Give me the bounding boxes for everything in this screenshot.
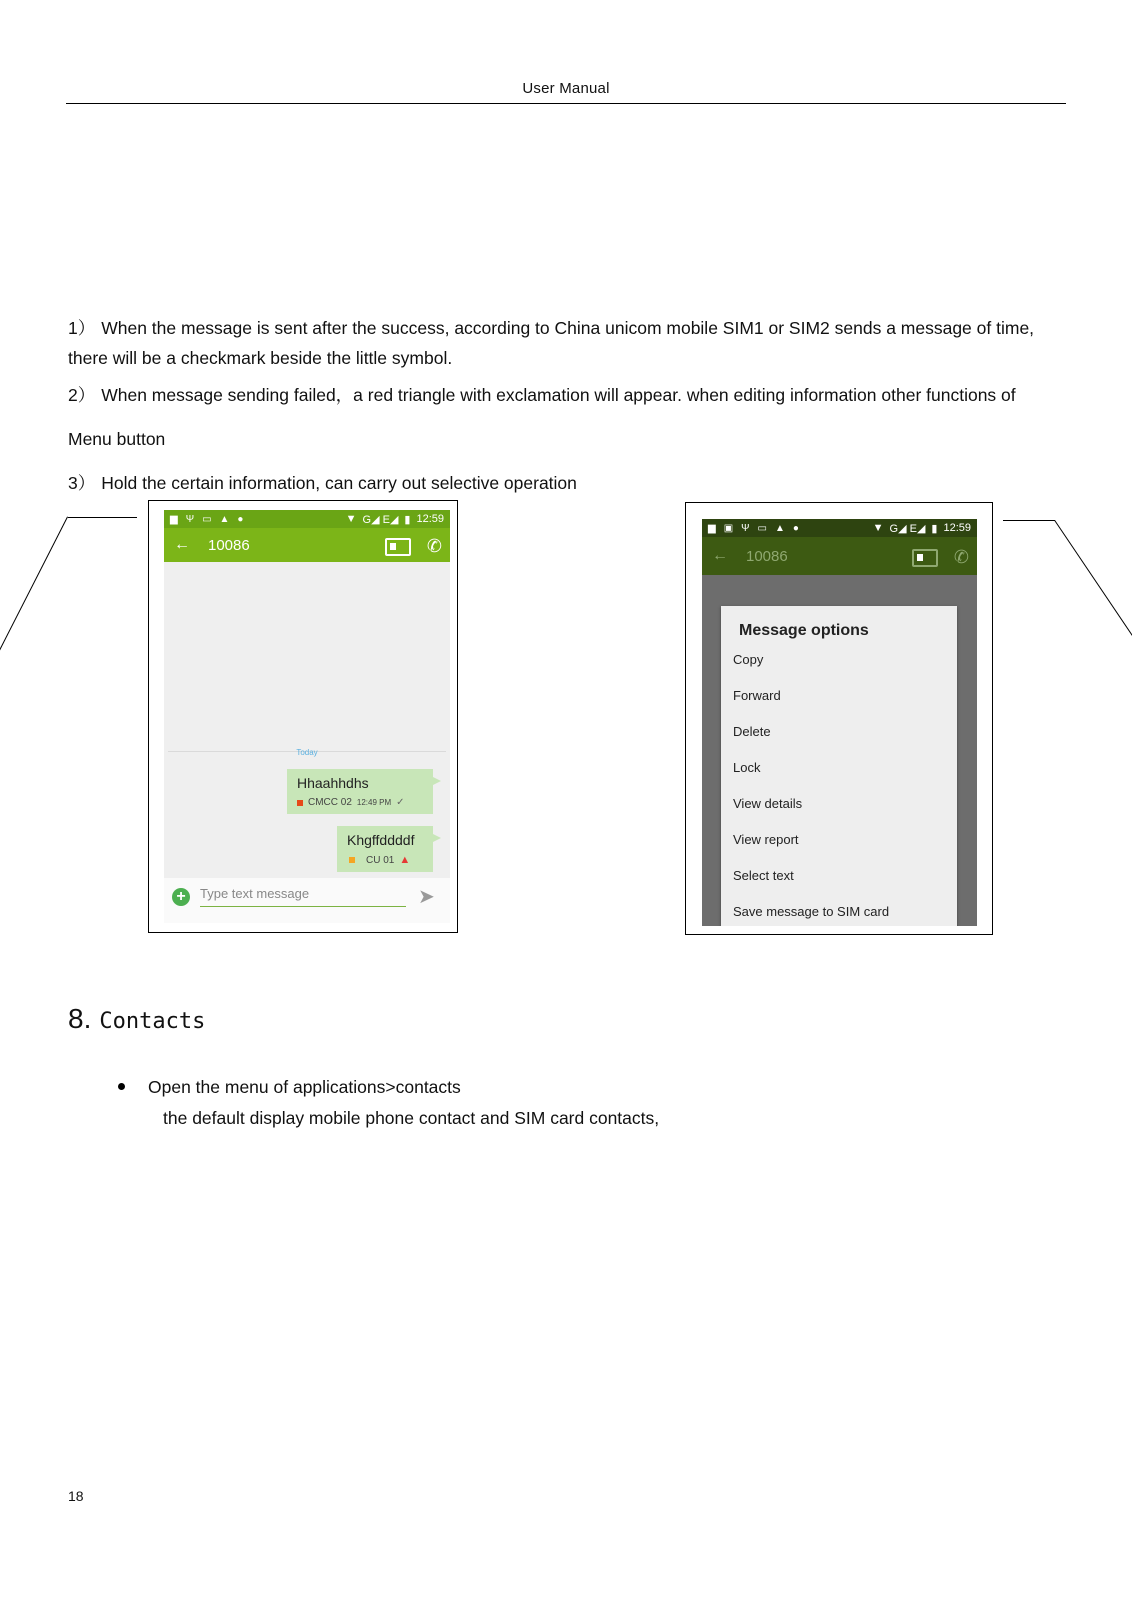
- date-label: Today: [296, 748, 318, 757]
- message-sim: CU 01: [366, 854, 395, 866]
- failed-warning-icon: ▲: [399, 854, 411, 866]
- conversation-area: [164, 562, 450, 923]
- bubble-tail: [433, 777, 441, 785]
- message-meta: [297, 797, 423, 808]
- contact-name: 10086: [746, 547, 788, 565]
- status-icons-left: [708, 523, 799, 534]
- contact-card-icon[interactable]: [912, 549, 938, 567]
- phone-call-icon[interactable]: ✆: [953, 547, 969, 567]
- option-forward[interactable]: Forward: [733, 688, 781, 703]
- message-options-dialog: [721, 606, 957, 926]
- paragraph-2-text: When message sending failed，a red triangle with exclamation will appear. when editing information other functions of: [101, 385, 1016, 405]
- usb-icon: Ψ: [741, 522, 750, 534]
- send-icon[interactable]: ➤: [418, 886, 435, 908]
- option-view-report[interactable]: View report: [733, 832, 799, 847]
- message-sim: CMCC 02: [308, 797, 352, 808]
- option-copy[interactable]: Copy: [733, 652, 764, 667]
- message-time: 12:49 PM: [356, 798, 392, 807]
- callout-line-left-diagonal: [0, 517, 68, 654]
- message-text: Hhaahhdhs: [297, 775, 369, 791]
- callout-line-right-diagonal: [1054, 520, 1132, 639]
- bubble-tail: [433, 834, 441, 842]
- paragraph-1-text: When the message is sent after the success, according to China unicom mobile SIM1 or SIM2 sends a message of time,: [101, 318, 1035, 338]
- status-time: 12:59: [416, 513, 444, 525]
- sim-icon: [297, 800, 303, 806]
- signal-label: G◢ E◢: [889, 522, 926, 535]
- status-bar: [702, 519, 977, 537]
- message-bubble[interactable]: [287, 769, 433, 814]
- app-bar-actions: [385, 536, 442, 557]
- image-icon: ▣: [723, 522, 734, 534]
- bullet-text: Open the menu of applications>contacts: [148, 1077, 461, 1097]
- battery-icon: ▮: [931, 522, 938, 535]
- screenshot-frame-right: [685, 502, 993, 935]
- option-save-to-sim[interactable]: Save message to SIM card: [733, 904, 890, 919]
- contact-name: 10086: [208, 536, 250, 554]
- bullet-marker: [118, 1083, 125, 1090]
- callout-line-right-horizontal: [1003, 520, 1055, 521]
- bullet-subtext: the default display mobile phone contact and SIM card contacts,: [163, 1108, 660, 1128]
- sd-card-icon: ▆: [170, 513, 178, 525]
- app-bar: [702, 537, 977, 575]
- wifi-icon: ▼: [345, 513, 357, 525]
- battery-saver-icon: ▭: [757, 522, 767, 534]
- paragraph-1: [68, 313, 1068, 343]
- paragraph-1-number: 1）: [68, 318, 96, 338]
- warning-icon: ▲: [219, 513, 230, 525]
- delivered-check-icon: ✓: [396, 797, 405, 808]
- option-delete[interactable]: Delete: [733, 724, 771, 739]
- phone-screen-right: [702, 519, 977, 926]
- paragraph-3: [68, 468, 1068, 498]
- battery-icon: ▮: [404, 513, 411, 526]
- wifi-icon: ▼: [872, 522, 884, 534]
- back-arrow-icon[interactable]: ←: [712, 547, 728, 564]
- page-number: 18: [68, 1488, 84, 1504]
- phone-call-icon[interactable]: ✆: [426, 536, 442, 556]
- section-title: Contacts: [99, 1009, 206, 1034]
- message-bubble[interactable]: [337, 826, 433, 872]
- warning-icon: ▲: [774, 522, 785, 534]
- message-meta: [347, 854, 423, 866]
- sd-card-icon: ▆: [708, 522, 716, 534]
- phone-screen-left: [164, 510, 450, 923]
- app-bar-actions: [912, 547, 969, 568]
- paragraph-1-continuation: there will be a checkmark beside the little symbol.: [68, 348, 453, 368]
- paragraph-2-continuation: Menu button: [68, 429, 166, 449]
- contact-card-icon[interactable]: [385, 538, 411, 556]
- message-input[interactable]: Type text message: [200, 886, 310, 901]
- attach-plus-icon[interactable]: +: [172, 888, 190, 906]
- paragraph-3-number: 3）: [68, 473, 96, 493]
- screenshot-frame-left: [148, 500, 458, 933]
- section-heading: [68, 1003, 205, 1035]
- running-header: User Manual: [522, 80, 610, 97]
- section-number: 8.: [68, 1003, 92, 1034]
- input-underline: [200, 906, 406, 907]
- status-icons-right: [873, 522, 971, 535]
- callout-line-left-horizontal: [68, 517, 137, 518]
- status-time: 12:59: [943, 522, 971, 534]
- sim-icon: [349, 857, 355, 863]
- option-lock[interactable]: Lock: [733, 760, 761, 775]
- option-select-text[interactable]: Select text: [733, 868, 794, 883]
- paragraph-2: [68, 380, 1068, 410]
- usb-icon: Ψ: [185, 513, 195, 525]
- signal-label: G◢ E◢: [362, 513, 399, 526]
- dialog-title: Message options: [739, 622, 869, 639]
- status-icons-left: [170, 514, 243, 525]
- back-arrow-icon[interactable]: ←: [174, 536, 190, 553]
- header-rule: [66, 103, 1066, 104]
- paragraph-2-number: 2）: [68, 385, 96, 405]
- android-icon: ●: [237, 513, 244, 525]
- android-icon: ●: [792, 522, 799, 534]
- paragraph-3-text: Hold the certain information, can carry out selective operation: [101, 473, 577, 493]
- battery-saver-icon: ▭: [202, 513, 212, 525]
- compose-bar: [164, 878, 450, 923]
- message-text: Khgffddddf: [347, 832, 415, 848]
- status-icons-right: [346, 513, 444, 526]
- status-bar: [164, 510, 450, 528]
- app-bar: [164, 528, 450, 562]
- option-view-details[interactable]: View details: [733, 796, 803, 811]
